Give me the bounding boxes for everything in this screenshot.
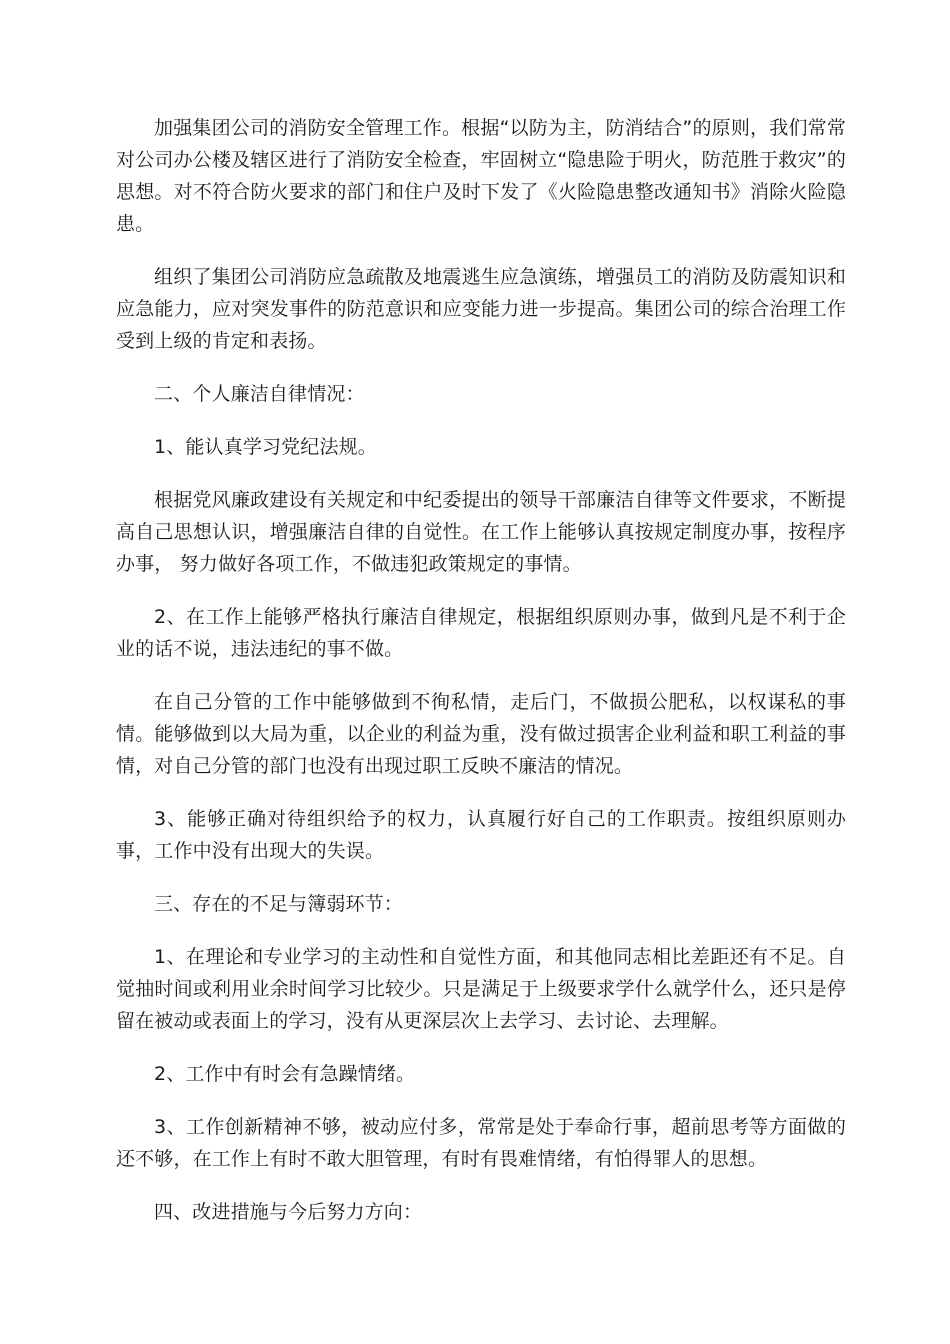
paragraph-self-discipline: 根据党风廉政建设有关规定和中纪委提出的领导干部廉洁自律等文件要求，不断提高自己思想认识，增强廉洁自律的自觉性。在工作上能够认真按规定制度办事，按程序办事， 努力做好各项工作，不做违犯政策规定的事情。 [116, 489, 846, 575]
paragraph-correct-power: 3、能够正确对待组织给予的权力，认真履行好自己的工作职责。按组织原则办事，工作中没有出现大的失误。 [116, 808, 846, 862]
paragraph-innovation: 3、工作创新精神不够，被动应付多，常常是处于奉命行事，超前思考等方面做的还不够，在工作上有时不敢大胆管理，有时有畏难情绪，有怕得罪人的思想。 [116, 1116, 846, 1170]
paragraph-impatience: 2、工作中有时会有急躁情绪。 [154, 1063, 416, 1085]
paragraph-study-gap: 1、在理论和专业学习的主动性和自觉性方面，和其他同志相比差距还有不足。自觉抽时间或利用业余时间学习比较少。只是满足于上级要求学什么就学什么，还只是停留在被动或表面上的学习，没有从更深层次上去学习、去讨论、去理解。 [116, 946, 846, 1032]
section-heading-integrity: 二、个人廉洁自律情况： [154, 383, 365, 405]
paragraph-emergency-drill: 组织了集团公司消防应急疏散及地震逃生应急演练，增强员工的消防及防震知识和应急能力，应对突发事件的防范意识和应变能力进一步提高。集团公司的综合治理工作受到上级的肯定和表扬。 [116, 266, 846, 352]
paragraph-no-favoritism: 在自己分管的工作中能够做到不徇私情，走后门，不做损公肥私，以权谋私的事情。能够做到以大局为重，以企业的利益为重，没有做过损害企业利益和职工利益的事情，对自己分管的部门也没有出现过职工反映不廉洁的情况。 [116, 691, 846, 777]
paragraph-fire-safety-management: 加强集团公司的消防安全管理工作。根据“以防为主，防消结合”的原则，我们常常对公司办公楼及辖区进行了消防安全检查，牢固树立“隐患险于明火，防范胜于救灾”的思想。对不符合防火要求的部门和住户及时下发了《火险隐患整改通知书》消除火险隐患。 [116, 117, 846, 235]
section-heading-improvement: 四、改进措施与今后努力方向： [154, 1201, 423, 1223]
paragraph-strict-execution: 2、在工作上能够严格执行廉洁自律规定，根据组织原则办事，做到凡是不利于企业的话不说，违法违纪的事不做。 [116, 606, 846, 660]
document-body [116, 112, 846, 1249]
paragraph-study-regulations: 1、能认真学习党纪法规。 [154, 436, 377, 458]
section-heading-shortcomings: 三、存在的不足与簿弱环节： [154, 893, 403, 915]
